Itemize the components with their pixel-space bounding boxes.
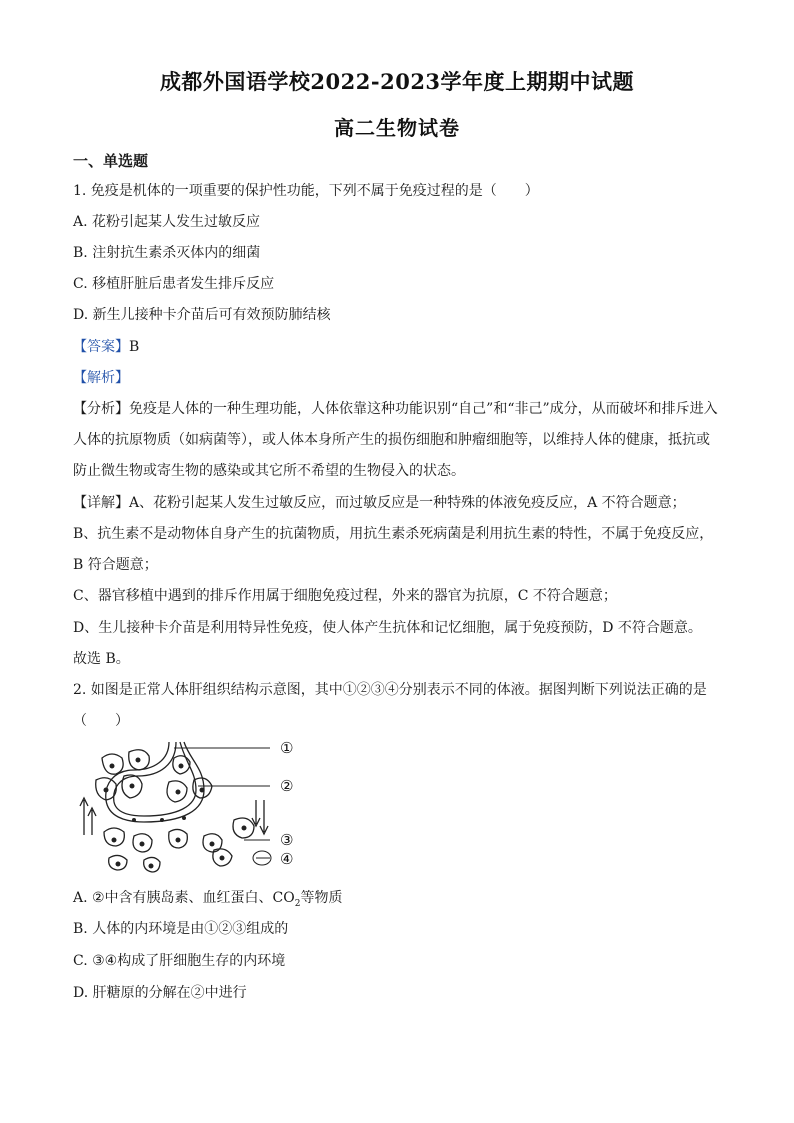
q1-fenxi-line-1 xyxy=(73,399,733,419)
q1-option-b: B. 注射抗生素杀灭体内的细菌 xyxy=(73,245,261,261)
xiangjie-text: A、花粉引起某人发生过敏反应，而过敏反应是一种特殊的体液免疫反应，A 不符合题意； xyxy=(129,495,686,511)
q1-xiangjie-line-6: 故选 B。 xyxy=(73,651,130,667)
q2-option-c: C. ③④构成了肝细胞生存的内环境 xyxy=(73,953,286,969)
q2-option-d: D. 肝糖原的分解在②中进行 xyxy=(73,985,247,1001)
fenxi-text: 免疫是人体的一种生理功能，人体依靠这种功能识别“自己”和“非己”成分，从而破坏和排斥进入 xyxy=(129,401,718,417)
diagram-label-4: ④ xyxy=(280,850,294,868)
q1-stem: 1. 免疫是机体的一项重要的保护性功能，下列不属于免疫过程的是（ ） xyxy=(73,183,539,199)
q1-xiangjie-line-1 xyxy=(73,493,733,513)
q2-stem-line-2: （ ） xyxy=(73,713,129,729)
q1-option-a: A. 花粉引起某人发生过敏反应 xyxy=(73,214,261,230)
q2-option-a xyxy=(73,888,733,914)
diagram-label-2: ② xyxy=(280,777,294,795)
fenxi-tag: 【分析】 xyxy=(73,401,129,417)
exam-title: 成都外国语学校2022-2023学年度上期期中试题 xyxy=(159,69,635,94)
xiangjie-tag: 【详解】 xyxy=(73,495,129,511)
q2-option-b: B. 人体的内环境是由①②③组成的 xyxy=(73,921,289,937)
exam-subtitle: 高二生物试卷 xyxy=(334,116,460,140)
q1-fenxi-line-2: 人体的抗原物质（如病菌等），或人体本身所产生的损伤细胞和肿瘤细胞等，以维持人体的健康，抵抗或 xyxy=(73,432,710,448)
diagram-label-3: ③ xyxy=(280,831,294,849)
q2-stem-line-1: 2. 如图是正常人体肝组织结构示意图，其中①②③④分别表示不同的体液。据图判断下列说法正确的是 xyxy=(73,682,707,698)
q2-option-a-text: A. ②中含有胰岛素、血红蛋白、CO xyxy=(73,890,295,906)
q2-option-a-subscript: 2 xyxy=(294,898,301,909)
q1-option-c: C. 移植肝脏后患者发生排斥反应 xyxy=(73,276,275,292)
answer-value: B xyxy=(129,339,140,355)
q1-analysis-tag: 【解析】 xyxy=(73,370,129,386)
q1-xiangjie-line-2: B、抗生素不是动物体自身产生的抗菌物质，用抗生素杀死病菌是利用抗生素的特性，不属于免疫反应， xyxy=(73,526,714,542)
answer-tag: 【答案】 xyxy=(73,339,129,355)
q1-option-d: D. 新生儿接种卡介苗后可有效预防肺结核 xyxy=(73,307,331,323)
q1-answer xyxy=(73,337,733,357)
q1-fenxi-line-3: 防止微生物或寄生物的感染或其它所不希望的生物侵入的状态。 xyxy=(73,463,465,479)
q1-xiangjie-line-3: B 符合题意； xyxy=(73,557,158,573)
liver-tissue-diagram xyxy=(74,740,304,875)
q2-option-a-tail: 等物质 xyxy=(300,890,343,906)
diagram-label-1: ① xyxy=(280,740,294,757)
q1-xiangjie-line-5: D、生儿接种卡介苗是利用特异性免疫，使人体产生抗体和记忆细胞，属于免疫预防，D 不符合题意。 xyxy=(73,620,702,636)
q1-xiangjie-line-4: C、器官移植中遇到的排斥作用属于细胞免疫过程，外来的器官为抗原，C 不符合题意； xyxy=(73,588,617,604)
section-heading: 一、单选题 xyxy=(73,152,149,170)
